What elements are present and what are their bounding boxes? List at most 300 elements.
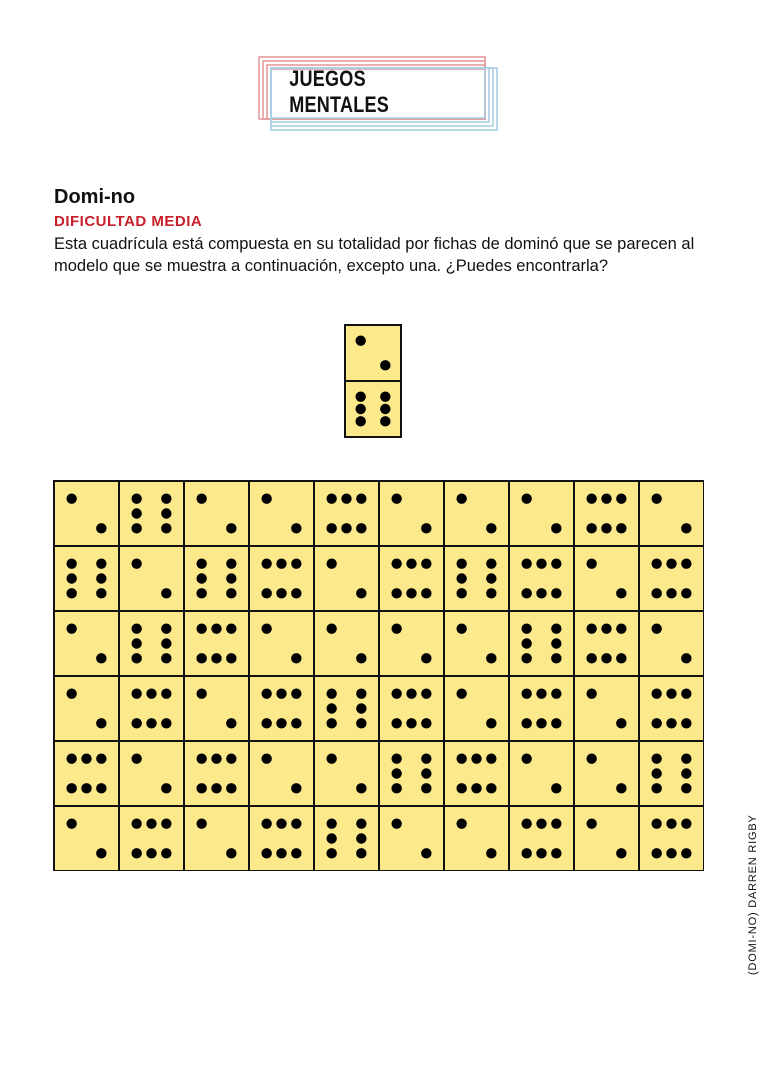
grid-cell[interactable] xyxy=(314,611,379,676)
pip xyxy=(551,653,561,663)
pip xyxy=(356,688,366,698)
pip xyxy=(616,653,626,663)
pip xyxy=(391,818,401,828)
domino-grid xyxy=(53,480,704,871)
pip xyxy=(391,753,401,763)
cell-face xyxy=(314,741,379,806)
pip xyxy=(355,391,365,401)
grid-cell[interactable] xyxy=(639,546,704,611)
grid-cell[interactable] xyxy=(509,481,574,546)
pip xyxy=(616,523,626,533)
grid-cell[interactable] xyxy=(249,611,314,676)
pip xyxy=(421,718,431,728)
cell-face xyxy=(639,741,704,806)
pip xyxy=(651,493,661,503)
pip xyxy=(681,718,691,728)
pip xyxy=(211,653,221,663)
pip xyxy=(211,753,221,763)
pip xyxy=(616,848,626,858)
pip xyxy=(421,558,431,568)
cell-face xyxy=(184,611,249,676)
pip xyxy=(211,783,221,793)
pip xyxy=(456,818,466,828)
pip xyxy=(681,523,691,533)
pip xyxy=(651,768,661,778)
cell-face xyxy=(249,741,314,806)
grid-cell[interactable] xyxy=(249,806,314,871)
pip xyxy=(96,753,106,763)
pip xyxy=(651,818,661,828)
pip xyxy=(161,688,171,698)
pip xyxy=(651,588,661,598)
pip xyxy=(521,653,531,663)
grid-cell[interactable] xyxy=(379,546,444,611)
grid-cell[interactable] xyxy=(509,741,574,806)
pip xyxy=(161,848,171,858)
pip xyxy=(616,588,626,598)
pip xyxy=(586,558,596,568)
pip xyxy=(456,623,466,633)
pip xyxy=(406,558,416,568)
grid-cell[interactable] xyxy=(639,741,704,806)
cell-face xyxy=(639,546,704,611)
grid-cell[interactable] xyxy=(249,676,314,741)
grid-cell[interactable] xyxy=(444,611,509,676)
pip xyxy=(651,688,661,698)
pip xyxy=(161,623,171,633)
cell-face xyxy=(54,611,119,676)
pip xyxy=(226,588,236,598)
pip xyxy=(586,523,596,533)
pip xyxy=(456,493,466,503)
grid-cell[interactable] xyxy=(444,546,509,611)
pip xyxy=(651,783,661,793)
pip xyxy=(616,783,626,793)
pip xyxy=(586,493,596,503)
pip xyxy=(131,493,141,503)
pip xyxy=(681,818,691,828)
grid-cell[interactable] xyxy=(639,806,704,871)
pip xyxy=(391,718,401,728)
cell-face xyxy=(249,611,314,676)
cell-face xyxy=(249,546,314,611)
pip xyxy=(551,638,561,648)
pip xyxy=(196,783,206,793)
pip xyxy=(551,623,561,633)
pip xyxy=(456,588,466,598)
cell-face xyxy=(574,806,639,871)
cell-face xyxy=(119,611,184,676)
grid-cell[interactable] xyxy=(444,481,509,546)
grid-cell[interactable] xyxy=(54,741,119,806)
pip xyxy=(601,653,611,663)
pip xyxy=(196,753,206,763)
grid-cell[interactable] xyxy=(184,481,249,546)
grid-cell[interactable] xyxy=(379,611,444,676)
pip xyxy=(291,688,301,698)
cell-face xyxy=(314,481,379,546)
pip xyxy=(521,818,531,828)
pip xyxy=(276,688,286,698)
pip xyxy=(355,335,365,345)
pip xyxy=(326,818,336,828)
pip xyxy=(651,753,661,763)
grid-cell[interactable] xyxy=(444,676,509,741)
pip xyxy=(261,688,271,698)
pip xyxy=(681,768,691,778)
grid-cell[interactable] xyxy=(314,546,379,611)
pip xyxy=(326,558,336,568)
cell-face xyxy=(574,546,639,611)
grid-cell[interactable] xyxy=(184,676,249,741)
pip xyxy=(421,783,431,793)
pip xyxy=(486,573,496,583)
pip xyxy=(651,718,661,728)
pip xyxy=(276,718,286,728)
pip xyxy=(226,718,236,728)
pip xyxy=(161,508,171,518)
pip xyxy=(66,558,76,568)
grid-cell[interactable] xyxy=(249,481,314,546)
grid-cell[interactable] xyxy=(54,546,119,611)
grid-cell[interactable] xyxy=(574,676,639,741)
puzzle-title: Domi-no xyxy=(54,186,136,208)
pip xyxy=(536,688,546,698)
pip xyxy=(551,848,561,858)
pip xyxy=(536,588,546,598)
cell-face xyxy=(444,546,509,611)
pip xyxy=(66,588,76,598)
cell-face xyxy=(574,741,639,806)
cell-face xyxy=(314,546,379,611)
cell-face xyxy=(444,676,509,741)
pip xyxy=(486,558,496,568)
cell-face xyxy=(314,676,379,741)
cell-face xyxy=(314,611,379,676)
photo-credit: (DOMI-NO) DARREN RIGBY xyxy=(747,814,759,975)
pip xyxy=(131,653,141,663)
grid-cell[interactable] xyxy=(639,611,704,676)
pip xyxy=(521,753,531,763)
cell-face xyxy=(184,546,249,611)
pip xyxy=(356,653,366,663)
pip xyxy=(651,848,661,858)
pip xyxy=(456,783,466,793)
pip xyxy=(586,818,596,828)
pip xyxy=(471,783,481,793)
grid-cell[interactable] xyxy=(509,546,574,611)
grid-cell[interactable] xyxy=(639,481,704,546)
pip xyxy=(161,653,171,663)
grid-cell[interactable] xyxy=(509,676,574,741)
pip xyxy=(66,493,76,503)
grid-cell[interactable] xyxy=(574,546,639,611)
pip xyxy=(666,558,676,568)
pip xyxy=(326,753,336,763)
pip xyxy=(326,688,336,698)
grid-cell[interactable] xyxy=(249,546,314,611)
cell-face xyxy=(314,806,379,871)
grid-cell[interactable] xyxy=(444,741,509,806)
pip xyxy=(551,818,561,828)
pip xyxy=(456,573,466,583)
grid-cell[interactable] xyxy=(509,611,574,676)
pip xyxy=(96,653,106,663)
pip xyxy=(226,653,236,663)
pip xyxy=(341,493,351,503)
pip xyxy=(421,848,431,858)
pip xyxy=(521,588,531,598)
pip xyxy=(146,848,156,858)
grid-cell[interactable] xyxy=(639,676,704,741)
pip xyxy=(291,783,301,793)
puzzle-instructions: Esta cuadrícula está compuesta en su totalidad por fichas de dominó que se parecen al modelo que se muestra a continuación, excepto una. ¿Puedes encontrarla? xyxy=(54,235,695,275)
cell-face xyxy=(54,806,119,871)
pip xyxy=(666,848,676,858)
pip xyxy=(66,623,76,633)
pip xyxy=(66,688,76,698)
pip xyxy=(196,688,206,698)
pip xyxy=(681,688,691,698)
cell-face xyxy=(574,481,639,546)
pip xyxy=(380,416,390,426)
pip xyxy=(406,718,416,728)
pip xyxy=(586,623,596,633)
cell-face xyxy=(379,546,444,611)
pip xyxy=(356,493,366,503)
grid-cell[interactable] xyxy=(379,481,444,546)
grid-cell[interactable] xyxy=(574,481,639,546)
grid-cell[interactable] xyxy=(574,806,639,871)
pip xyxy=(326,523,336,533)
pip xyxy=(226,573,236,583)
pip xyxy=(326,848,336,858)
grid-cell[interactable] xyxy=(444,806,509,871)
cell-face xyxy=(249,481,314,546)
pip xyxy=(276,848,286,858)
pip xyxy=(355,404,365,414)
pip xyxy=(161,818,171,828)
pip xyxy=(406,688,416,698)
pip xyxy=(456,688,466,698)
pip xyxy=(326,833,336,843)
pip xyxy=(96,573,106,583)
grid-cell[interactable] xyxy=(119,676,184,741)
pip xyxy=(196,493,206,503)
pip xyxy=(131,818,141,828)
pip xyxy=(601,523,611,533)
pip xyxy=(276,558,286,568)
pip xyxy=(681,558,691,568)
pip xyxy=(66,753,76,763)
pip xyxy=(356,588,366,598)
grid-cell[interactable] xyxy=(249,741,314,806)
pip xyxy=(666,688,676,698)
grid-cell[interactable] xyxy=(314,741,379,806)
cell-face xyxy=(54,546,119,611)
pip xyxy=(161,493,171,503)
pip xyxy=(161,783,171,793)
pip xyxy=(356,848,366,858)
pip xyxy=(196,588,206,598)
grid-cell[interactable] xyxy=(119,741,184,806)
pip xyxy=(586,688,596,698)
pip xyxy=(521,623,531,633)
pip xyxy=(651,558,661,568)
pip xyxy=(536,848,546,858)
pip xyxy=(601,623,611,633)
pip xyxy=(66,783,76,793)
grid-cell[interactable] xyxy=(574,741,639,806)
pip xyxy=(196,573,206,583)
pip xyxy=(521,493,531,503)
pip xyxy=(196,818,206,828)
grid-cell[interactable] xyxy=(184,741,249,806)
cell-face xyxy=(444,806,509,871)
pip xyxy=(616,623,626,633)
cell-face xyxy=(444,481,509,546)
grid-cell[interactable] xyxy=(54,611,119,676)
pip xyxy=(161,523,171,533)
pip xyxy=(551,558,561,568)
grid-cell[interactable] xyxy=(54,676,119,741)
model-top-half xyxy=(345,325,401,381)
pip xyxy=(391,688,401,698)
pip xyxy=(261,493,271,503)
pip xyxy=(601,493,611,503)
pip xyxy=(681,653,691,663)
grid-cell[interactable] xyxy=(314,676,379,741)
grid-cell[interactable] xyxy=(379,676,444,741)
pip xyxy=(226,783,236,793)
pip xyxy=(586,653,596,663)
pip xyxy=(226,523,236,533)
pip xyxy=(146,688,156,698)
cell-face xyxy=(639,611,704,676)
grid-cell[interactable] xyxy=(509,806,574,871)
cell-face xyxy=(444,611,509,676)
cell-face xyxy=(119,806,184,871)
pip xyxy=(291,653,301,663)
grid-cell[interactable] xyxy=(379,741,444,806)
pip xyxy=(521,558,531,568)
pip xyxy=(81,783,91,793)
model-face xyxy=(345,381,401,437)
grid-cell[interactable] xyxy=(119,481,184,546)
pip xyxy=(486,718,496,728)
pip xyxy=(421,753,431,763)
pip xyxy=(66,573,76,583)
cell-face xyxy=(509,611,574,676)
pip xyxy=(486,653,496,663)
pip xyxy=(456,558,466,568)
cell-face xyxy=(639,676,704,741)
grid-cell[interactable] xyxy=(54,806,119,871)
grid-cell[interactable] xyxy=(184,611,249,676)
grid-cell[interactable] xyxy=(184,806,249,871)
cell-face xyxy=(119,546,184,611)
pip xyxy=(291,523,301,533)
pip xyxy=(196,653,206,663)
pip xyxy=(131,623,141,633)
pip xyxy=(551,688,561,698)
grid-cell[interactable] xyxy=(314,806,379,871)
difficulty-label: DIFICULTAD MEDIA xyxy=(54,213,203,230)
grid-cell[interactable] xyxy=(184,546,249,611)
pip xyxy=(131,558,141,568)
pip xyxy=(616,718,626,728)
pip xyxy=(326,703,336,713)
pip xyxy=(391,783,401,793)
pip xyxy=(356,718,366,728)
grid-cell[interactable] xyxy=(54,481,119,546)
pip xyxy=(131,523,141,533)
pip xyxy=(81,753,91,763)
grid-cell[interactable] xyxy=(314,481,379,546)
pip xyxy=(521,688,531,698)
pip xyxy=(421,653,431,663)
pip xyxy=(291,558,301,568)
pip xyxy=(261,623,271,633)
cell-face xyxy=(119,481,184,546)
grid-cell[interactable] xyxy=(379,806,444,871)
pip xyxy=(651,623,661,633)
pip xyxy=(161,718,171,728)
cell-face xyxy=(574,611,639,676)
pip xyxy=(421,688,431,698)
pip xyxy=(486,523,496,533)
model-face xyxy=(345,325,401,381)
pip xyxy=(276,818,286,828)
pip xyxy=(391,768,401,778)
pip xyxy=(131,508,141,518)
grid-cell[interactable] xyxy=(119,806,184,871)
cell-face xyxy=(379,806,444,871)
pip xyxy=(551,588,561,598)
pip xyxy=(551,783,561,793)
pip xyxy=(421,768,431,778)
cell-face xyxy=(184,806,249,871)
pip xyxy=(551,718,561,728)
pip xyxy=(161,588,171,598)
pip xyxy=(261,818,271,828)
grid-cell[interactable] xyxy=(119,611,184,676)
pip xyxy=(681,783,691,793)
pip xyxy=(261,588,271,598)
pip xyxy=(96,848,106,858)
pip xyxy=(521,638,531,648)
pip xyxy=(96,588,106,598)
pip xyxy=(196,558,206,568)
cell-face xyxy=(509,676,574,741)
pip xyxy=(261,848,271,858)
pip xyxy=(486,783,496,793)
cell-face xyxy=(509,546,574,611)
cell-face xyxy=(54,741,119,806)
pip xyxy=(391,558,401,568)
grid-cell[interactable] xyxy=(574,611,639,676)
grid-cell[interactable] xyxy=(119,546,184,611)
pip xyxy=(406,588,416,598)
cell-face xyxy=(119,676,184,741)
pip xyxy=(96,718,106,728)
pip xyxy=(146,818,156,828)
pip xyxy=(471,753,481,763)
pip xyxy=(551,523,561,533)
cell-face xyxy=(509,481,574,546)
pip xyxy=(291,718,301,728)
pip xyxy=(226,753,236,763)
